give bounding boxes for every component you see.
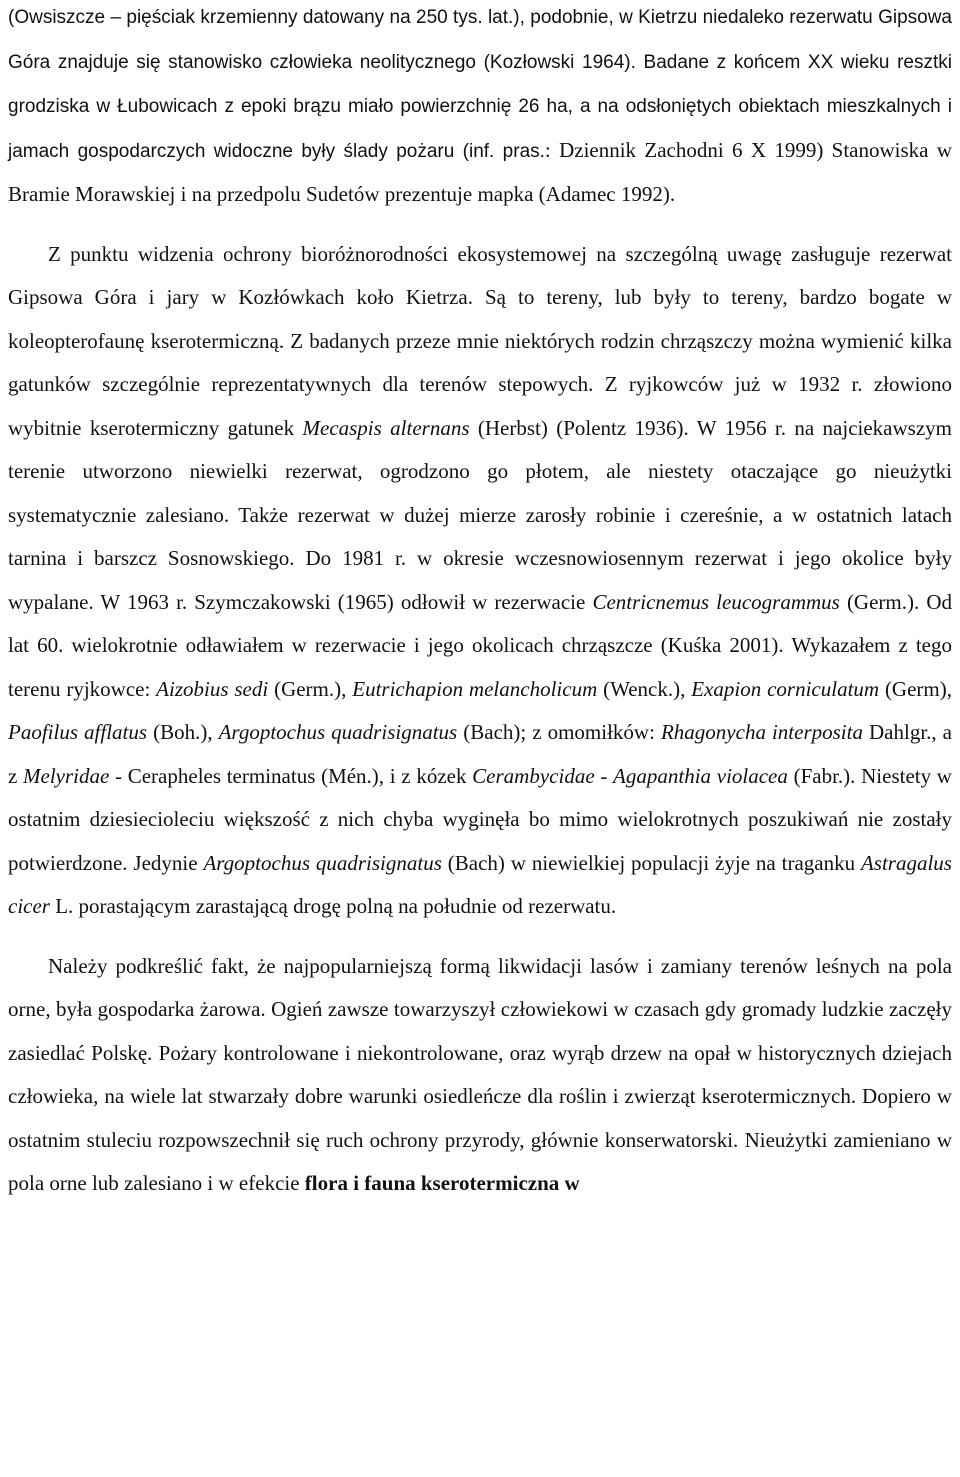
species-name: Centricnemus leucogrammus	[592, 589, 840, 614]
text-segment: (Bach) w niewielkiej populacji żyje na traganku	[441, 850, 861, 875]
species-name: Rhagonycha interposita	[660, 720, 863, 744]
species-name: Argoptochus quadrisignatus	[218, 720, 458, 744]
text-segment: L. porastającym zarastającą drogę polną na południe od rezerwatu.	[49, 894, 617, 918]
text-segment: Z punktu widzenia ochrony bioróżnorodności ekosystemowej na szczególną uwagę zasługuje rezerwat Gipsowa Góra i jary w Kozłówkach koło Kietrza. Są to tereny, lub były to tereny, bardzo bogate w koleopterofaunę kserotermiczną. Z badanych przeze mnie niektórych rodzin chrząszczy można wymienić kilka gatunków szczególnie reprezentatywnych dla terenów stepowych. Z ryjkowców już w 1932 r. złowiono wybitnie kserotermiczny gatunek	[8, 241, 952, 440]
text-segment: (Germ.),	[268, 676, 353, 701]
species-name: Mecaspis alternans	[302, 415, 470, 440]
text-segment: -	[594, 763, 614, 788]
text-segment: (Germ.). Od lat 60. wielokrotnie odławiałem w rezerwacie i jego okolicach chrząszcze (Kuśka 2001). Wykazałem z tego terenu ryjkowce:	[8, 589, 953, 701]
species-name: Eutrichapion melancholicum	[352, 676, 598, 701]
bold-phrase: flora i fauna kserotermiczna w	[304, 1171, 580, 1195]
text-segment: Dahlgr., a z	[8, 720, 952, 788]
text-segment: : Dziennik Zachodni 6 X 1999) Stanowiska w Bramie Morawskiej i na przedpolu Sudetów prezentuje mapka (Adamec 1992).	[8, 137, 952, 206]
text-segment: - Cerapheles terminatus (Mén.), i z kózek	[109, 763, 473, 788]
species-name: Aizobius sedi	[156, 676, 269, 701]
species-name: Paofilus afflatus	[8, 720, 148, 744]
text-segment: (Boh.),	[147, 720, 219, 744]
family-name: Cerambycidae	[472, 763, 595, 788]
species-name: Agapanthia violacea	[613, 763, 788, 788]
paragraph-3	[8, 945, 952, 1206]
text-segment: (Fabr.). Niestety w ostatnim dziesiecioleciu większość z nich chyba wyginęła bo mimo wielokrotnych poszukiwań nie zostały potwierdzone. Jedynie	[8, 763, 952, 875]
species-name: Exapion corniculatum	[691, 676, 880, 701]
species-name: Astragalus cicer	[8, 850, 952, 918]
paragraph-2	[8, 233, 952, 929]
text-segment: (Germ),	[879, 676, 952, 701]
text-segment: (Owsiszcze – pięściak krzemienny datowany na 250 tys. lat.), podobnie, w Kietrzu niedaleko rezerwatu Gipsowa Góra znajduje się stanowisko człowieka neolitycznego (Kozłowski 1964). Badane z końcem XX wieku resztki grodziska w Łubowicach z epoki brązu miało powierzchnię 26 ha, a na odsłoniętych obiektach mieszkalnych i jamach gospodarczych widoczne były ślady pożaru (inf. pras.	[8, 7, 952, 162]
text-segment: (Herbst) (Polentz 1936). W 1956 r. na najciekawszym terenie utworzono niewielki rezerwat, ogrodzono go płotem, ale niestety otaczające go nieużytki systematycznie zalesiano. Także rezerwat w dużej mierze zarosły robinie i czereśnie, a w ostatnich latach tarnina i barszcz Sosnowskiego. Do 1981 r. w okresie wczesnowiosennym rezerwat i jego okolice były wypalane. W 1963 r. Szymczakowski (1965) odłowił w rezerwacie	[8, 415, 952, 614]
species-name: Argoptochus quadrisignatus	[203, 850, 442, 875]
paragraph-1	[8, 0, 952, 217]
text-segment: (Bach); z omomiłków:	[457, 720, 661, 744]
text-segment: (Wenck.),	[597, 676, 692, 701]
text-segment: Należy podkreślić fakt, że najpopularniejszą formą likwidacji lasów i zamiany terenów leśnych na pola orne, była gospodarka żarowa. Ogień zawsze towarzyszył człowiekowi w czasach gdy gromady ludzkie zaczęły zasiedlać Polskę. Pożary kontrolowane i niekontrolowane, oraz wyrąb drzew na opał w historycznych dziejach człowieka, na wiele lat stwarzały dobre warunki osiedleńcze dla roślin i zwierząt kserotermicznych. Dopiero w ostatnim stuleciu rozpowszechnił się ruch ochrony przyrody, głównie konserwatorski. Nieużytki zamieniano w pola orne lub zalesiano i w efekcie	[8, 953, 952, 1195]
family-name: Melyridae	[23, 763, 110, 788]
